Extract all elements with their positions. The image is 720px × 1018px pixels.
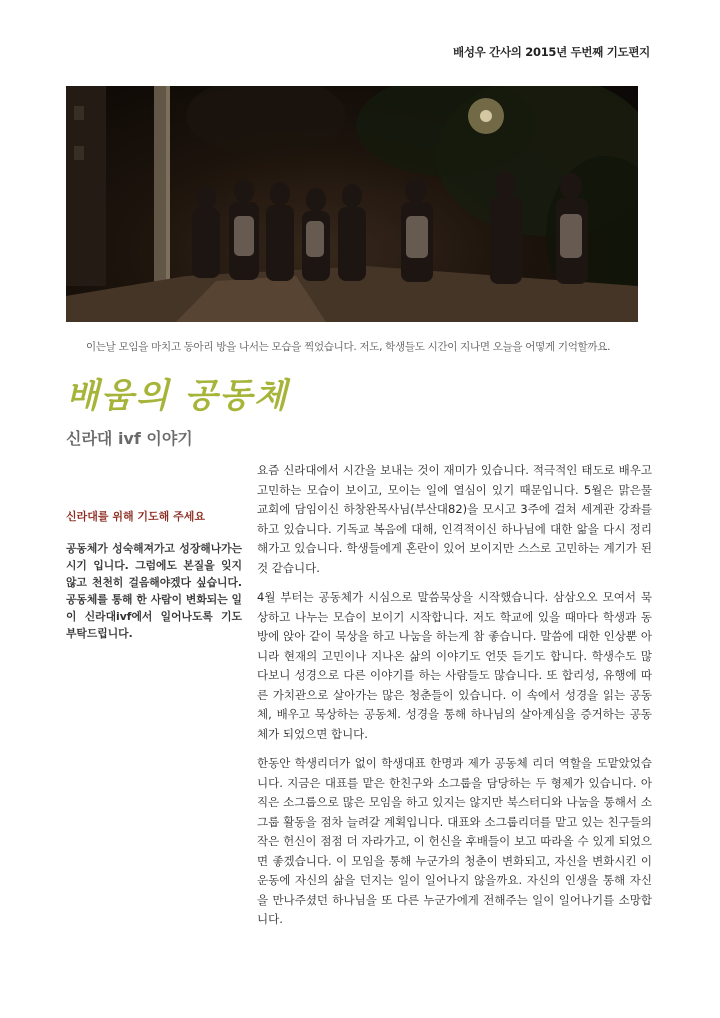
night-group-photo [66,86,638,322]
photo-caption: 이는날 모임을 마치고 동아리 방을 나서는 모습을 찍었습니다. 저도, 학생들도 시간이 지나면 오늘을 어떻게 기억할까요. [86,341,611,353]
body-paragraph-1: 요즘 신라대에서 시간을 보내는 것이 재미가 있습니다. 적극적인 태도로 배우고 고민하는 모습이 보이고, 모이는 일에 열심이 있기 때문입니다. 5월은 맑은물 교회에 담임이신 하창완목사님(부산대82)을 모시고 3주에 걸쳐 세계관 강좌를 하고 있습니다. 기독교 복음에 대해, 인격적이신 하나님에 대한 앎을 다시 정리해가고 있습니다. 학생들에게 혼란이 있어 보이지만 스스로 고민하는 계기가 된 것 같습니다. [257,463,652,575]
page-title: 배움의 공동체 [66,376,289,416]
letter-header-title: 배성우 간사의 2015년 두번째 기도편지 [453,45,650,59]
prayer-sidebar [66,508,242,642]
body-paragraph-3: 한동안 학생리더가 없이 학생대표 한명과 제가 공동체 리더 역할을 도맡았었습니다. 지금은 대표를 맡은 한친구와 소그룹을 담당하는 두 형제가 있습니다. 아직은 소그룹으로 많은 모임을 하고 있지는 않지만 북스터디와 나눔을 통해서 소그룹 활동을 점차 늘려갈 계획입니다. 대표와 소그룹리더를 맡고 있는 친구들의 작은 헌신이 점점 더 자라가고, 이 헌신을 후배들이 보고 따라올 수 있게 되었으면 좋겠습니다. 이 모임을 통해 누군가의 청춘이 변화되고, 자신을 변화시킨 이 운동에 자신의 삶을 던지는 일이 일어나지 않을까요. 자신의 인생을 통해 자신을 만나주셨던 하나님을 또 다른 누군가에게 전해주는 일이 일어나기를 소망합니다. [257,756,652,926]
page-subtitle: 신라대 ivf 이야기 [66,429,193,448]
article-body [257,461,652,940]
sidebar-heading: 신라대를 위해 기도해 주세요 [66,510,205,523]
night-group-walking-photo-icon [66,86,638,322]
body-paragraph-2: 4월 부터는 공동체가 시심으로 말씀묵상을 시작했습니다. 삼삼오오 모여서 묵상하고 나누는 모습이 보이기 시작합니다. 저도 학교에 있을 때마다 학생과 동방에 앉아 같이 묵상을 하고 나눔을 하는게 참 좋습니다. 말씀에 대한 인상뿐 아니라 현재의 고민이나 지나온 삶의 이야기도 언뜻 듣기도 합니다. 학생수도 많다보니 성경으로 다른 이야기를 하는 사람들도 많습니다. 또 합리성, 유행에 따른 가치관으로 살아가는 많은 청춘들이 있습니다. 이 속에서 성경을 읽는 공동체, 배우고 묵상하는 공동체. 성경을 통해 하나님의 살아계심을 증거하는 공동체가 되었으면 합니다. [257,590,652,741]
sidebar-body: 공동체가 성숙해져가고 성장해나가는 시기 입니다. 그럼에도 본질을 잊지 않고 천천히 걸음해야겠다 싶습니다. 공동체를 통해 한 사람이 변화되는 일이 신라대ivf에서 일어나도록 기도 부탁드립니다. [66,542,242,640]
